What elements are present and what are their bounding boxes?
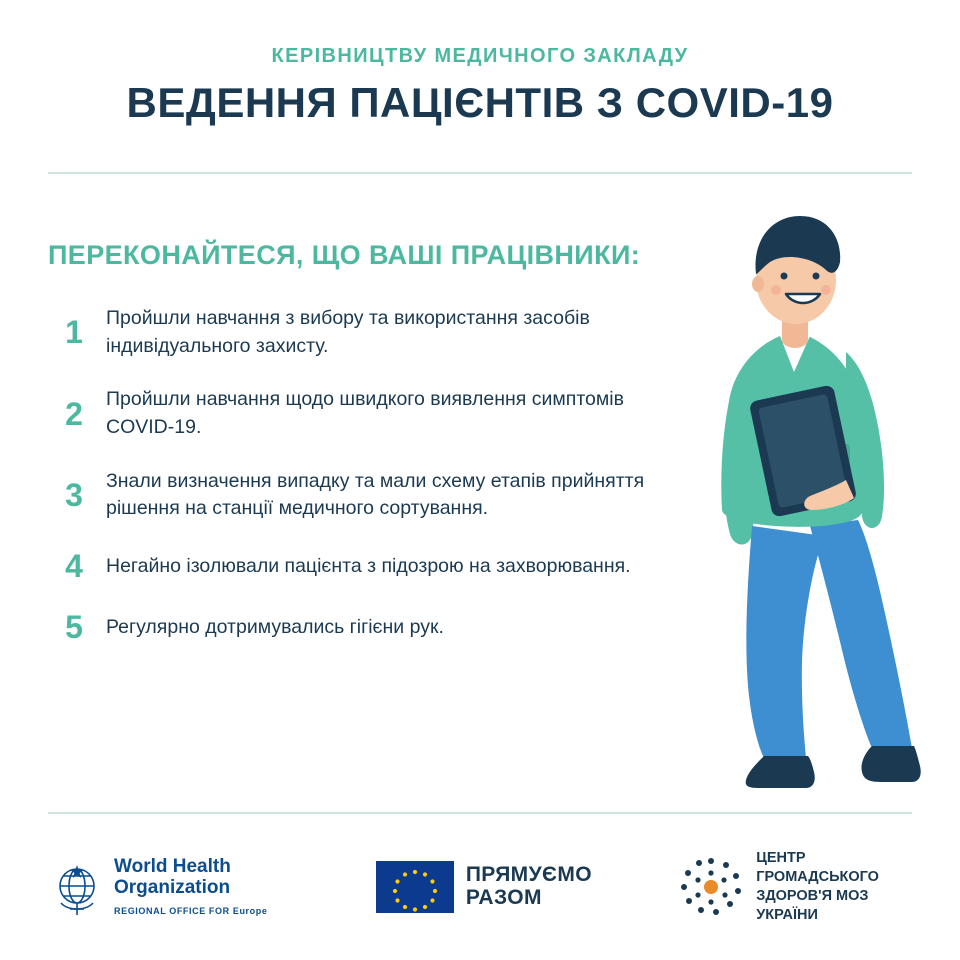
who-line-1: World Health xyxy=(114,856,231,877)
header xyxy=(0,0,960,126)
list-item xyxy=(48,549,668,584)
checklist xyxy=(48,305,668,646)
logo-phc xyxy=(680,849,912,924)
phc-line-1: ЦЕНТР ГРОМАДСЬКОГО xyxy=(756,850,879,886)
phc-dots-icon xyxy=(680,856,742,918)
header-kicker: КЕРІВНИЦТВУ МЕДИЧНОГО ЗАКЛАДУ xyxy=(271,45,689,67)
together-line-1: ПРЯМУЄМО xyxy=(465,863,593,887)
who-subtitle-prefix: REGIONAL OFFICE FOR xyxy=(114,906,233,917)
list-item xyxy=(48,468,668,523)
list-item-number: 2 xyxy=(65,395,83,432)
who-emblem-icon xyxy=(48,859,106,917)
list-item-number: 4 xyxy=(65,548,83,585)
logo-who xyxy=(48,857,322,917)
main-content xyxy=(48,240,668,672)
list-item-number: 3 xyxy=(65,476,83,513)
divider-bottom xyxy=(48,812,912,814)
who-line-2: Organization xyxy=(114,876,231,898)
medical-worker-illustration xyxy=(660,196,940,796)
logo-together xyxy=(376,861,622,913)
who-subtitle-region: Europe xyxy=(232,906,268,917)
list-item xyxy=(48,305,668,360)
list-item-number: 5 xyxy=(65,609,83,646)
list-item-text: Негайно ізолювали пацієнта з підозрою на захворювання. xyxy=(106,554,631,577)
list-item xyxy=(48,386,668,441)
divider-top xyxy=(48,172,912,174)
footer-logos xyxy=(48,832,912,942)
list-item xyxy=(48,610,668,645)
together-line-2: РАЗОМ xyxy=(465,886,542,909)
eu-flag-icon xyxy=(376,861,454,913)
section-subhead: ПЕРЕКОНАЙТЕСЯ, ЩО ВАШІ ПРАЦІВНИКИ: xyxy=(48,240,641,270)
phc-line-2: ЗДОРОВ'Я МОЗ УКРАЇНИ xyxy=(756,888,869,923)
list-item-number: 1 xyxy=(65,314,83,351)
list-item-text: Знали визначення випадку та мали схему етапів прийняття рішення на станції медичного сортування. xyxy=(106,469,645,520)
list-item-text: Регулярно дотримувались гігієни рук. xyxy=(106,616,444,639)
list-item-text: Пройшли навчання щодо швидкого виявлення симптомів COVID-19. xyxy=(106,388,624,439)
page-title: ВЕДЕННЯ ПАЦІЄНТІВ З COVID-19 xyxy=(126,79,834,126)
list-item-text: Пройшли навчання з вибору та використання засобів індивідуального захисту. xyxy=(106,307,590,357)
